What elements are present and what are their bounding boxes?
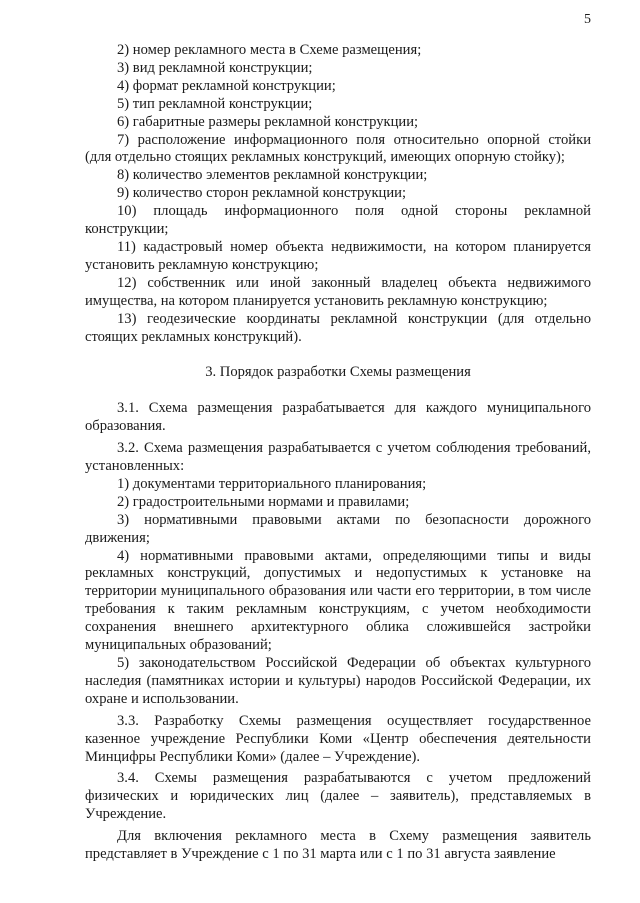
section-heading: 3. Порядок разработки Схемы размещения	[205, 364, 471, 381]
list-item: 9) количество сторон рекламной конструкции;	[117, 185, 407, 202]
list-item: 1) документами территориального планирования;	[117, 475, 427, 492]
paragraph-3-1: 3.1. Схема размещения разрабатывается для каждого муниципального образования.	[85, 400, 591, 435]
list-item: 6) габаритные размеры рекламной конструкции;	[117, 113, 419, 130]
page-number: 5	[584, 12, 591, 27]
paragraph-3-2: 3.2. Схема размещения разрабатывается с учетом соблюдения требований, установленных:	[85, 440, 591, 475]
list-item: 2) номер рекламного места в Схеме размещения;	[117, 42, 422, 58]
list-item: 4) нормативными правовыми актами, определяющими типы и виды рекламных конструкций, допустимых и недопустимых к установке на территории муниципального образования или части его территории, в том числе требования к таким рекламным конструкциям, с учетом необходимости сохранения внешнего архитектурного облика сложившейся застройки муниципальных образований;	[85, 547, 591, 654]
paragraph-3-3: 3.3. Разработку Схемы размещения осуществляет государственное казенное учреждение Республики Коми «Центр обеспечения деятельности Минцифры Республики Коми» (далее – Учреждение).	[85, 712, 591, 765]
document-body	[85, 42, 591, 864]
list-item: 2) градостроительными нормами и правилами;	[117, 493, 410, 510]
list-item: 12) собственник или иной законный владелец объекта недвижимого имущества, на котором планируется установить рекламную конструкцию;	[85, 274, 591, 309]
list-item: 11) кадастровый номер объекта недвижимости, на котором планируется установить рекламную конструкцию;	[85, 238, 591, 273]
list-item: 3) нормативными правовыми актами по безопасности дорожного движения;	[85, 511, 591, 546]
list-item: 10) площадь информационного поля одной стороны рекламной конструкции;	[85, 203, 591, 238]
list-item: 13) геодезические координаты рекламной конструкции (для отдельно стоящих рекламных конструкций).	[85, 310, 591, 345]
list-item: 8) количество элементов рекламной конструкции;	[117, 167, 428, 184]
list-item: 3) вид рекламной конструкции;	[117, 59, 313, 76]
list-item: 5) тип рекламной конструкции;	[117, 95, 313, 112]
paragraph-application: Для включения рекламного места в Схему размещения заявитель представляет в Учреждение с 1 по 31 марта или с 1 по 31 августа заявление	[85, 828, 591, 863]
list-item: 5) законодательством Российской Федерации об объектах культурного наследия (памятниках истории и культуры) народов Российской Федерации, их охране и использовании.	[85, 655, 591, 707]
paragraph-3-4: 3.4. Схемы размещения разрабатываются с учетом предложений физических и юридических лиц (далее – заявитель), представляемых в Учреждение.	[85, 770, 591, 823]
list-item: 4) формат рекламной конструкции;	[117, 77, 336, 94]
list-item: 7) расположение информационного поля относительно опорной стойки (для отдельно стоящих рекламных конструкций, имеющих опорную стойку);	[85, 131, 591, 166]
